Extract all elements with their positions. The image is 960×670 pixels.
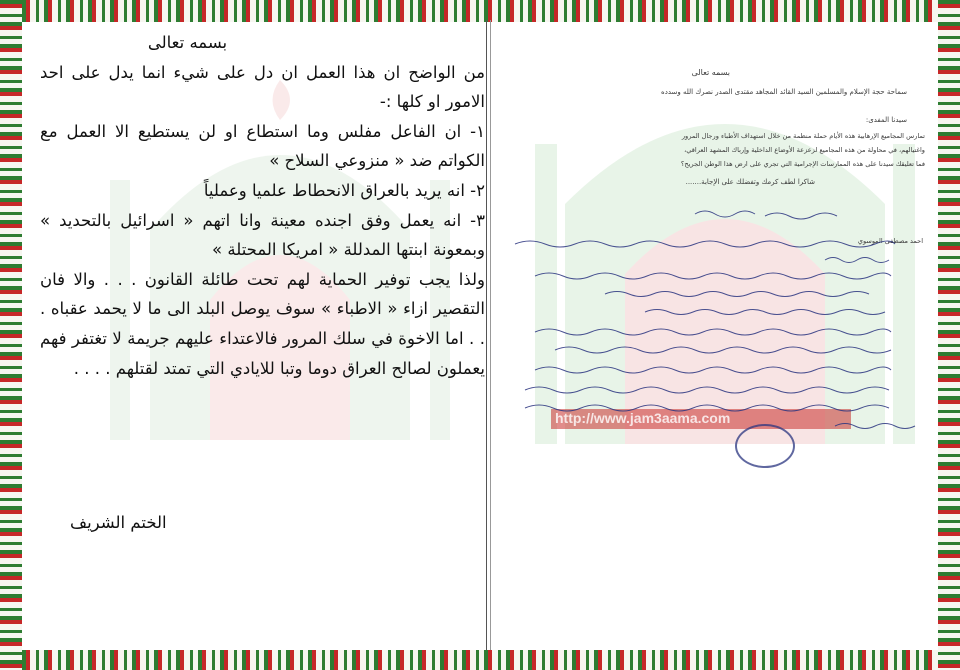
ornamental-border-right: [938, 0, 960, 670]
ornamental-border-left: [0, 0, 22, 670]
watermark-url: http://www.jam3aama.com: [555, 410, 731, 426]
scan-header: بسمه تعالى: [691, 68, 730, 77]
typed-statement: [40, 28, 485, 628]
ornamental-border-bottom: [0, 650, 960, 670]
ornamental-border-top: [0, 0, 960, 22]
statement-heading: بسمه تعالى: [147, 33, 228, 52]
seal-label: الختم الشريف: [70, 513, 167, 532]
scanned-letter: [495, 24, 935, 644]
panel-divider: [486, 20, 487, 650]
statement-conclusion: ولذا يجب توفير الحماية لهم تحت طائلة القانون . . . والا فان التقصير ازاء « الاطباء » سوف يوصل البلد الى ما لا يحمد عقباه . . . اما الاخوة في سلك المرور فالاعتداء عليهم جريمة لا تغتفر فهم يعملون لصالح العراق دوما وتبا للايادي التي تمتد لقتلهم . . . .: [40, 269, 485, 378]
handwritten-reply: [495, 204, 935, 464]
scan-body-line: واغتيالهم، في محاولة من هذه المجاميع لزعزعة الأوضاع الداخلية وإرباك المشهد العراقي،: [684, 146, 925, 154]
scan-thanks: شاكرا لطف كرمك وتفضلك على الإجابة.......: [685, 178, 815, 186]
scan-body-line: فما تعليقك سيدنا على هذه الممارسات الإجرامية التي تجري على ارض هذا الوطن الجريح؟: [680, 160, 925, 168]
official-stamp: [735, 424, 795, 468]
statement-point-2: ٢- انه يريد بالعراق الانحطاط علميا وعملياً: [203, 180, 485, 200]
statement-point-1: ١- ان الفاعل مفلس وما استطاع او لن يستطيع الا العمل مع الكواتم ضد « منزوعي السلاح »: [40, 121, 485, 171]
scan-signer: احمد مصطفى الموسوي: [857, 237, 923, 245]
statement-paragraph: من الواضح ان هذا العمل ان دل على شيء انما يدل على احد الامور او كلها :-: [40, 62, 485, 112]
panel-divider-shadow: [490, 20, 491, 650]
scan-greeting: سيدنا المفدى:: [865, 116, 907, 124]
scan-body-line: تمارس المجاميع الإرهابية هذه الأيام حملة منظمة من خلال استهداف الأطباء ورجال المرور: [681, 132, 925, 140]
statement-point-3: ٣- انه يعمل وفق اجنده معينة وانا اتهم « اسرائيل بالتحديد » وبمعونة ابنتها المدللة « امريكا المحتلة »: [40, 210, 485, 260]
scan-salutation: سماحة حجة الإسلام والمسلمين السيد القائد المجاهد مقتدى الصدر نصرك الله وسدده: [661, 88, 907, 96]
